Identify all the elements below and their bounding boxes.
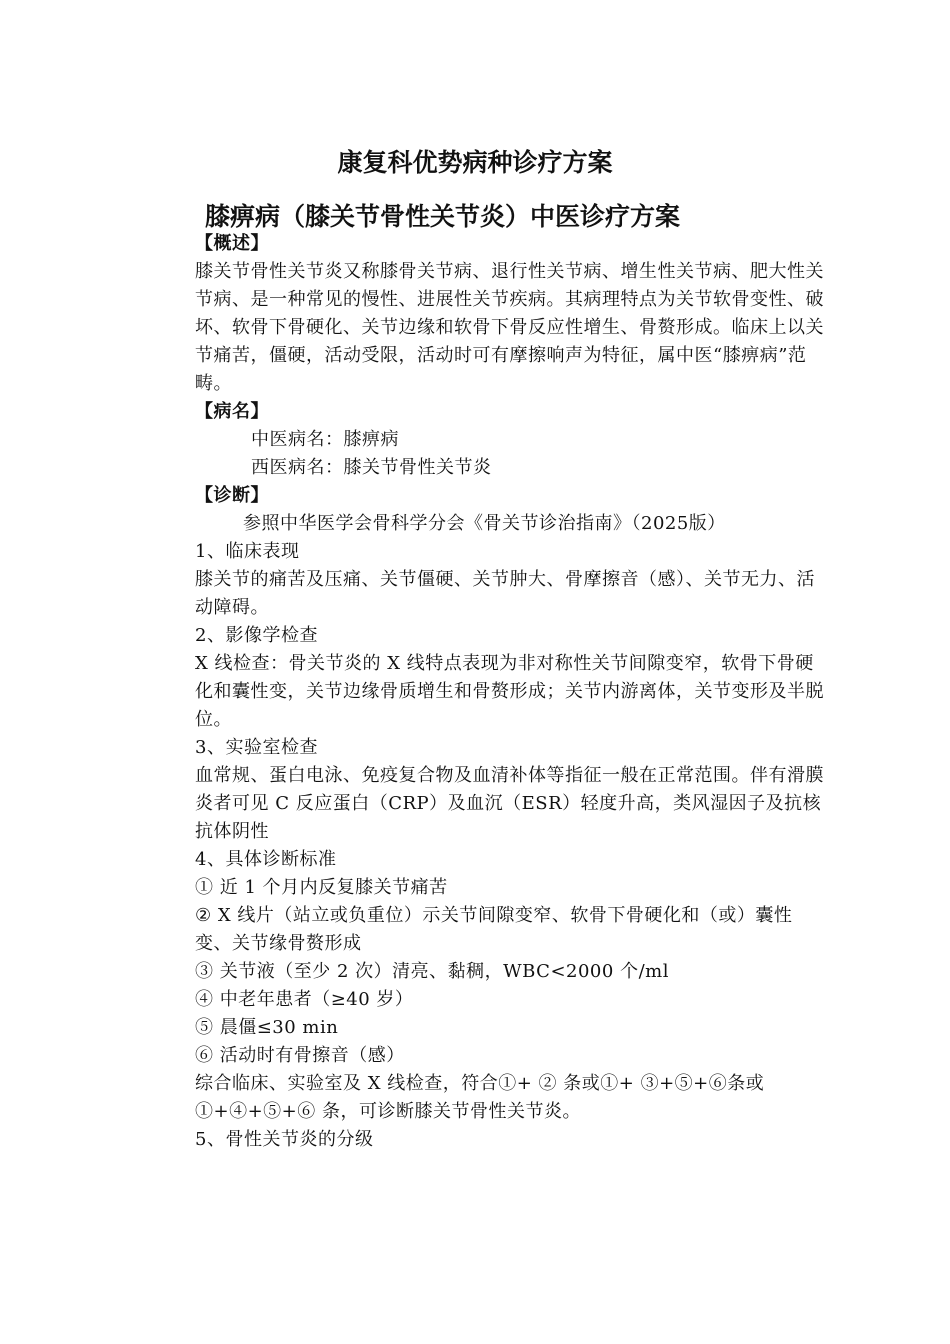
document-subtitle: 膝痹病（膝关节骨性关节炎）中医诊疗方案 [205,202,681,231]
document-body [195,230,825,1154]
section-title: 3、实验室检查 [195,737,318,758]
western-disease-name: 西医病名：膝关节骨性关节炎 [251,457,492,478]
section-text: 膝关节的痛苦及压痛、关节僵硬、关节肿大、骨摩擦音（感）、关节无力、活动障碍。 [195,569,815,618]
diagnosis-reference: 参照中华医学会骨科学分会《骨关节诊治指南》（2025版） [243,513,726,534]
overview-heading: 【概述】 [195,233,269,254]
criteria-item: ⑤ 晨僵≤30 min [195,1017,339,1038]
overview-text: 膝关节骨性关节炎又称膝骨关节病、退行性关节病、增生性关节病、肥大性关节病、是一种常见的慢性、进展性关节疾病。其病理特点为关节软骨变性、破坏、软骨下骨硬化、关节边缘和软骨下骨反应性增生、骨赘形成。临床上以关节痛苦，僵硬，活动受限，活动时可有摩擦响声为特征，属中医“膝痹病”范畴。 [195,261,824,394]
criteria-item: ② X 线片（站立或负重位）示关节间隙变窄、软骨下骨硬化和（或）囊性变、关节缘骨赘形成 [195,905,793,954]
grading-title: 5、骨性关节炎的分级 [195,1129,374,1150]
criteria-item: ④ 中老年患者（≥40 岁） [195,989,414,1010]
diagnosis-heading: 【诊断】 [195,485,269,506]
section-text: X 线检查：骨关节炎的 X 线特点表现为非对称性关节间隙变窄，软骨下骨硬化和囊性变，关节边缘骨质增生和骨赘形成；关节内游离体，关节变形及半脱位。 [195,653,824,730]
tcm-disease-name: 中医病名：膝痹病 [251,429,399,450]
criteria-item: ① 近 1 个月内反复膝关节痛苦 [195,877,448,898]
section-title: 1、临床表现 [195,541,300,562]
document-title: 康复科优势病种诊疗方案 [337,148,613,177]
disease-name-heading: 【病名】 [195,401,269,422]
diagnosis-conclusion: 综合临床、实验室及 X 线检查，符合①+ ② 条或①+ ③+⑤+⑥条或①+④+⑤+⑥ 条，可诊断膝关节骨性关节炎。 [195,1073,765,1122]
criteria-title: 4、具体诊断标准 [195,849,337,870]
criteria-item: ⑥ 活动时有骨擦音（感） [195,1045,405,1066]
criteria-item: ③ 关节液（至少 2 次）清亮、黏稠，WBC<2000 个/ml [195,961,669,982]
section-text: 血常规、蛋白电泳、免疫复合物及血清补体等指征一般在正常范围。伴有滑膜炎者可见 C 反应蛋白（CRP）及血沉（ESR）轻度升高，类风湿因子及抗核抗体阴性 [195,765,824,842]
section-title: 2、影像学检查 [195,625,318,646]
